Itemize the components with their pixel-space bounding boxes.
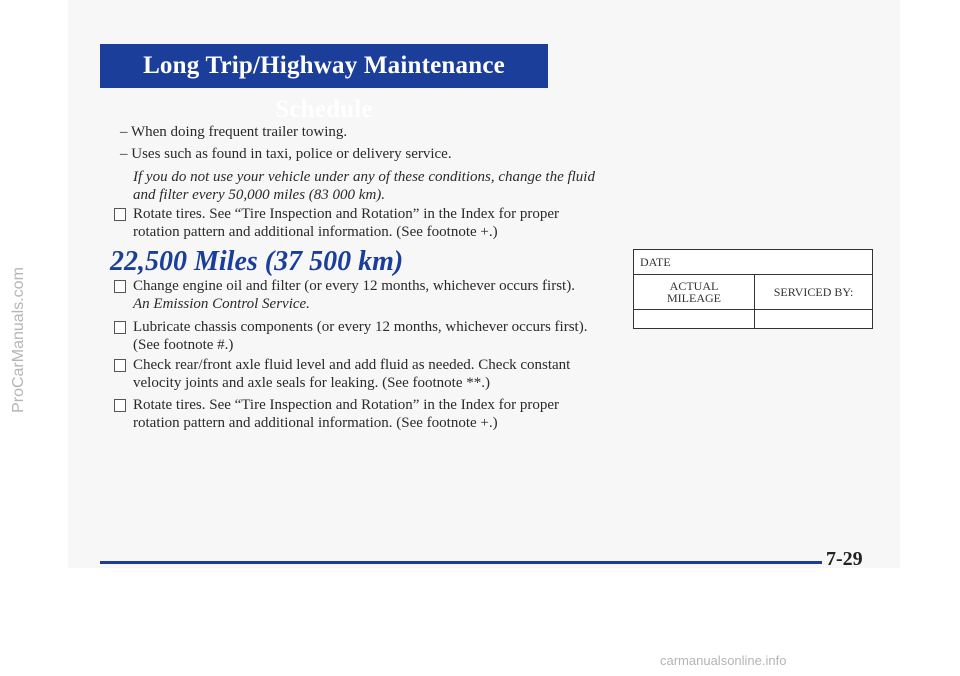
rotate-tires-top-line1: Rotate tires. See “Tire Inspection and Rotation” in the Index for proper — [133, 206, 559, 222]
rotate-tires-line1: Rotate tires. See “Tire Inspection and Rotation” in the Index for proper — [133, 397, 559, 413]
mileage-header-cell — [634, 275, 755, 310]
checkbox-rotate-tires-top[interactable] — [114, 208, 126, 221]
date-label: DATE — [640, 254, 671, 269]
page-title-banner: Long Trip/Highway Maintenance Schedule — [100, 44, 548, 88]
service-record-table — [633, 249, 873, 329]
axle-fluid-line1: Check rear/front axle fluid level and add fluid as needed. Check constant — [133, 357, 571, 373]
axle-fluid-line2: velocity joints and axle seals for leaking. (See footnote **.) — [133, 375, 490, 391]
serviced-by-header-cell — [755, 275, 873, 310]
lubricate-chassis-line1: Lubricate chassis components (or every 12 months, whichever occurs first). — [133, 319, 588, 335]
bullet-text: Uses such as found in taxi, police or delivery service. — [131, 146, 452, 162]
side-watermark: ProCarManuals.com — [10, 267, 27, 413]
mileage-label-line2: MILEAGE — [667, 291, 721, 305]
rotate-tires-top-line2: rotation pattern and additional information. (See footnote +.) — [133, 224, 498, 240]
checkbox-change-oil[interactable] — [114, 280, 126, 293]
emission-control-note: An Emission Control Service. — [133, 296, 310, 312]
fluid-note-line1: If you do not use your vehicle under any of these conditions, change the fluid — [133, 169, 595, 185]
mileage-entry-cell[interactable] — [634, 310, 755, 329]
footer-rule — [100, 561, 822, 564]
footer-watermark: carmanualsonline.info — [660, 653, 787, 668]
checkbox-rotate-tires[interactable] — [114, 399, 126, 412]
mileage-label-line1: ACTUAL — [669, 279, 719, 293]
bullet-trailer-towing: – When doing frequent trailer towing. — [120, 124, 348, 140]
section-heading-22500: 22,500 Miles (37 500 km) — [110, 246, 404, 277]
date-cell[interactable] — [634, 250, 873, 275]
checkbox-lubricate-chassis[interactable] — [114, 321, 126, 334]
bullet-text: When doing frequent trailer towing. — [130, 124, 348, 140]
lubricate-chassis-line2: (See footnote #.) — [133, 337, 234, 353]
rotate-tires-line2: rotation pattern and additional information. (See footnote +.) — [133, 415, 498, 431]
change-oil-line1: Change engine oil and filter (or every 12 months, whichever occurs first). — [133, 278, 575, 294]
fluid-note-line2: and filter every 50,000 miles (83 000 km). — [133, 187, 386, 203]
bullet-taxi-police: – Uses such as found in taxi, police or delivery service. — [120, 146, 452, 162]
serviced-by-entry-cell[interactable] — [755, 310, 873, 329]
serviced-by-label: SERVICED BY: — [773, 284, 854, 299]
checkbox-axle-fluid[interactable] — [114, 359, 126, 372]
page-number: 7-29 — [826, 548, 863, 570]
